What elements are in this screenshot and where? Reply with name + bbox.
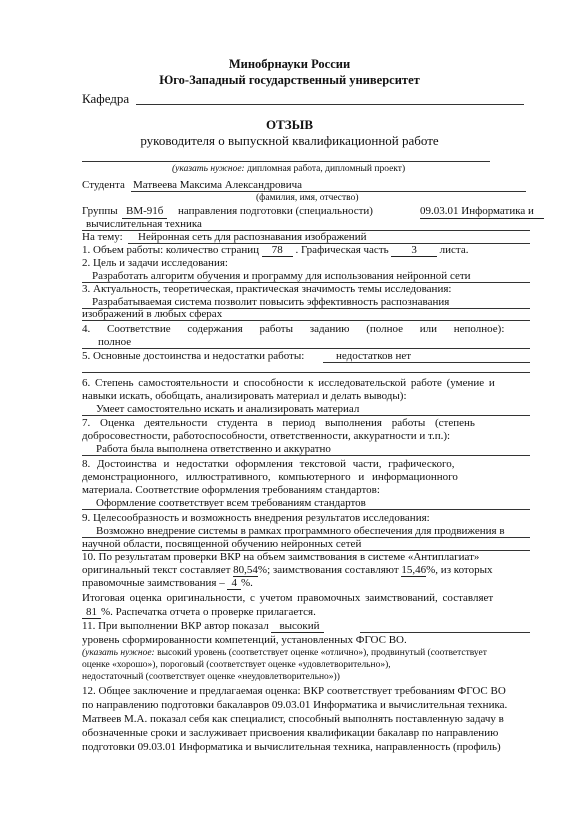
- item-11-text-1: 11. При выполнении ВКР автор показал высокий: [82, 620, 324, 633]
- student-name: Матвеева Максима Александровича: [133, 179, 303, 191]
- item-11-note-3: недостаточный (соответствует оценке «неудовлетворительно»)): [82, 672, 340, 682]
- item-7-question-2: добросовестности, работоспособности, ответственности, аккуратности и т.п.):: [82, 430, 451, 442]
- item-11-note-1: (указать нужное: высокий уровень (соответствует оценке «отлично»), продвинутый (соответствует: [82, 648, 487, 658]
- item-4-question: 4. Соответствие содержания работы заданию (полное или неполное):: [82, 323, 505, 335]
- item-11-note-2: оценке «хорошо»), пороговый (соответствует оценке «удовлетворительно»),: [82, 660, 391, 670]
- group-value: ВМ-91б: [122, 205, 167, 219]
- university-title: Юго-Западный государственный университет: [159, 73, 420, 87]
- item-5-line-1: [323, 362, 530, 363]
- item-4-answer: полное: [98, 336, 132, 348]
- item-3-answer-1: Разрабатываемая система позволит повысить эффективность распознавания: [92, 296, 450, 308]
- document-title: ОТЗЫВ: [265, 117, 314, 132]
- item-6-line: [82, 415, 530, 416]
- item-10-text-2: оригинальный текст составляет 80,54%; заимствования составляют 15,46%, из которых: [82, 564, 493, 576]
- item-12-line-1: 12. Общее заключение и предлагаемая оценка: ВКР соответствует требованиям ФГОС ВО: [82, 685, 506, 697]
- original-percent: 80,54: [233, 564, 258, 576]
- item-11-line: [360, 632, 530, 633]
- item-2-answer: Разработать алгоритм обучения и программу для использования нейронной сети: [92, 270, 471, 282]
- item-12-line-2: по направлению подготовки бакалавров 09.03.01 Информатика и вычислительная техника.: [82, 699, 508, 711]
- item-9-question: 9. Целесообразность и возможность внедрения результатов исследования:: [82, 512, 430, 524]
- item-12-line-3: Матвеев М.А. показал себя как специалист, способный выполнять поставленную задачу в: [82, 713, 504, 725]
- item-6-question-1: 6. Степень самостоятельности и способности к исследовательской работе (умение и: [82, 377, 495, 389]
- topic-label: На тему:: [82, 231, 123, 243]
- item-2-question: 2. Цель и задачи исследования:: [82, 257, 228, 269]
- item-7-line: [82, 455, 530, 456]
- item-5-question: 5. Основные достоинства и недостатки работы:: [82, 350, 305, 362]
- item-12-line-5: подготовки 09.03.01 Информатика и вычислительная техника, направленность (профиль): [82, 741, 501, 753]
- student-note: (фамилия, имя, отчество): [256, 193, 359, 203]
- direction-value-cont: вычислительная техника: [86, 218, 202, 230]
- sheet-count: 3: [391, 244, 437, 257]
- item-6-question-2: навыки искать, обобщать, анализировать материал и делать выводы):: [82, 390, 407, 402]
- item-8-answer: Оформление соответствует всем требованиям стандартов: [96, 497, 366, 509]
- item-3-question: 3. Актуальность, теоретическая, практическая значимость темы исследования:: [82, 283, 452, 295]
- item-4-line: [82, 348, 530, 349]
- item-6-answer: Умеет самостоятельно искать и анализировать материал: [96, 403, 360, 415]
- item-7-question-1: 7. Оценка деятельности студента в период выполнения работы (степень: [82, 417, 475, 429]
- group-label: Группы: [82, 205, 118, 217]
- direction-label: направления подготовки (специальности): [178, 205, 373, 217]
- item-5-answer: недостатков нет: [336, 350, 412, 362]
- student-label: Студента: [82, 179, 125, 191]
- item-9-answer-1: Возможно внедрение системы в рамках программного обеспечения для продвижения в: [96, 525, 505, 537]
- item-7-answer: Работа была выполнена ответственно и аккуратно: [96, 443, 331, 455]
- work-type-note: (указать нужное: дипломная работа, дипломный проект): [172, 164, 406, 174]
- item-9-answer-2: научной области, посвященной обучению нейронных сетей: [82, 538, 362, 550]
- item-10-text-1: 10. По результатам проверки ВКР на объем заимствования в системе «Антиплагиат»: [82, 551, 480, 563]
- final-originality: 81: [82, 606, 101, 619]
- borrowing-percent: 15,46: [401, 564, 427, 576]
- department-line: [136, 104, 524, 105]
- direction-value: 09.03.01 Информатика и: [420, 205, 544, 219]
- ministry-title: Минобрнауки России: [228, 57, 351, 71]
- item-1: 1. Объем работы: количество страниц 78 . Графическая часть 3 листа.: [82, 244, 469, 256]
- page-count: 78: [262, 244, 293, 257]
- item-8-question-3: материала. Соответствие оформления требованиям стандартов:: [82, 484, 380, 496]
- department-label: Кафедра: [82, 91, 130, 106]
- item-10-text-4: Итоговая оценка оригинальности, с учетом правомочных заимствований, составляет: [82, 592, 494, 604]
- work-type-line: [82, 161, 490, 162]
- item-11-text-2: уровень сформированности компетенций, установленных ФГОС ВО.: [82, 634, 407, 646]
- competence-level: высокий: [271, 620, 323, 633]
- item-3-line-2: [82, 320, 530, 321]
- item-3-answer-2: изображений в любых сферах: [82, 308, 223, 320]
- item-10-text-3: правомочные заимствования – 4 %.: [82, 577, 253, 589]
- document-subtitle: руководителя о выпускной квалификационной работе: [140, 133, 439, 148]
- item-8-line: [82, 509, 530, 510]
- item-5-line-2: [82, 372, 530, 373]
- item-10-text-5: 81 %. Распечатка отчета о проверке прилагается.: [82, 606, 316, 619]
- topic-value: Нейронная сеть для распознавания изображений: [138, 231, 367, 243]
- item-8-question-2: демонстрационного, иллюстративного, компьютерного и информационного: [82, 471, 458, 483]
- item-8-question-1: 8. Достоинства и недостатки оформления текстовой части, графического,: [82, 458, 455, 470]
- item-12-line-4: обозначенные сроки и заслуживает присвоения квалификации бакалавр по направлению: [82, 727, 499, 739]
- legit-percent: 4: [227, 577, 241, 590]
